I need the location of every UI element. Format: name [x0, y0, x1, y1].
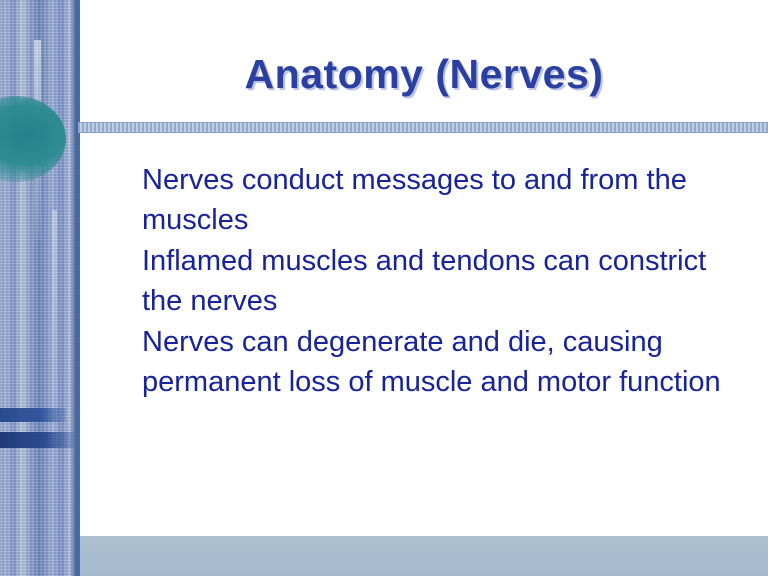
band-dark-bar-upper	[0, 408, 66, 422]
bullet-item: Inflamed muscles and tendons can constrict the nerves	[142, 245, 707, 317]
footer-bar-fill	[80, 536, 768, 576]
decorative-left-band	[0, 0, 80, 576]
band-light-streak-secondary	[52, 210, 57, 470]
bullet-item: Nerves conduct messages to and from the muscles	[142, 164, 687, 236]
footer-bar	[80, 536, 768, 576]
band-right-edge	[70, 0, 80, 576]
slide-body	[110, 160, 750, 403]
band-dark-bar-lower	[0, 432, 74, 448]
slide-title: Anatomy (Nerves)	[244, 50, 604, 97]
title-area	[80, 34, 768, 114]
title-divider	[78, 122, 768, 133]
bullet-item: Nerves can degenerate and die, causing permanent loss of muscle and motor function	[142, 326, 721, 398]
